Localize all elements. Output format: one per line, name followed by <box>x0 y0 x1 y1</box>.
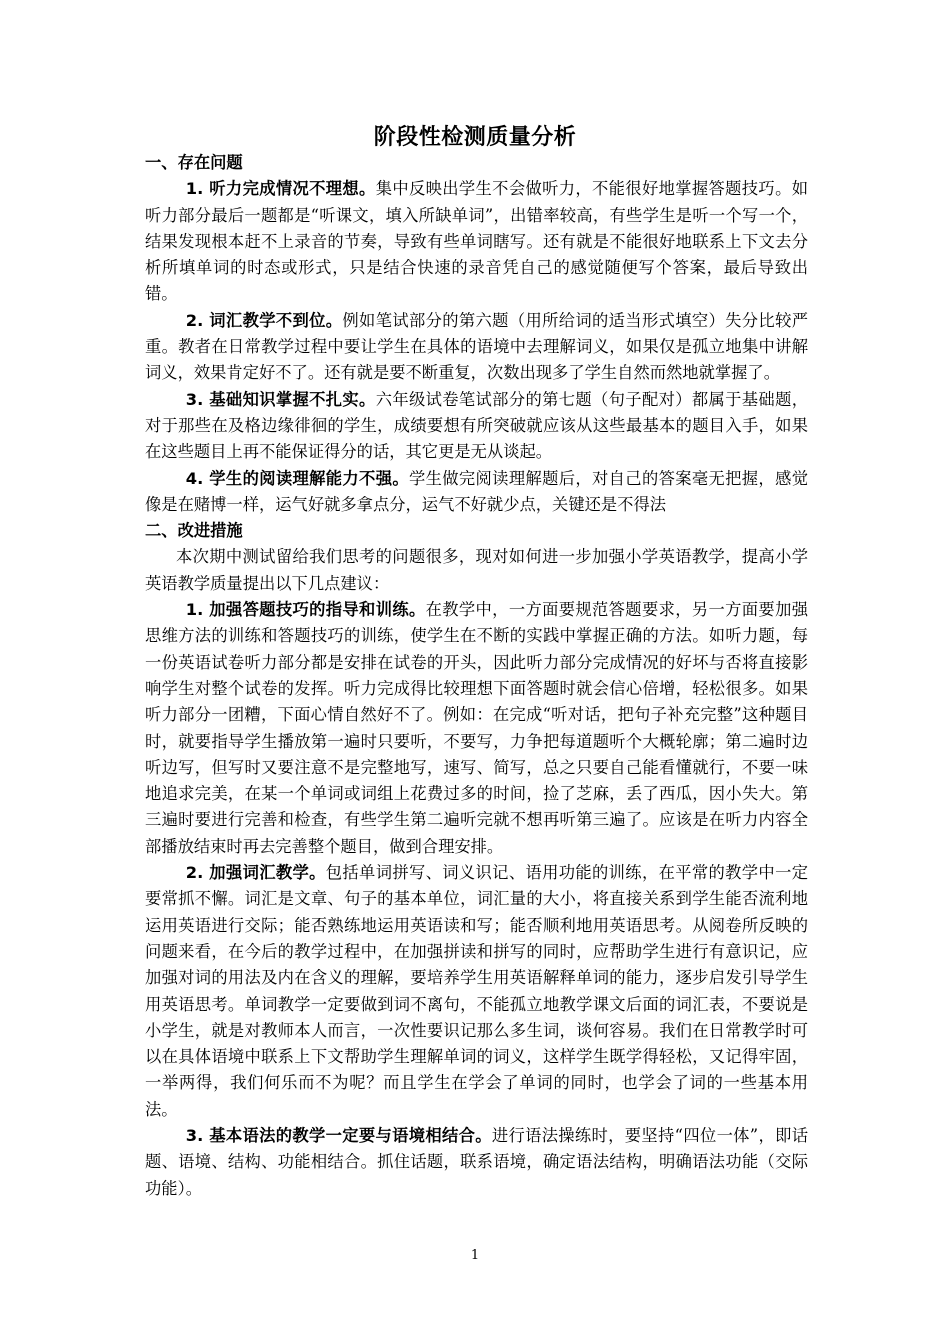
problem-paragraph-3 <box>145 387 808 466</box>
paragraph-text: 在教学中，一方面要规范答题要求，另一方面要加强思维方法的训练和答题技巧的训练，使学生在不断的实践中掌握正确的方法。如听力题，每一份英语试卷听力部分都是安排在试卷的开头，因此听力部分完成情况的好坏与否将直接影响学生对整个试卷的发挥。听力完成得比较理想下面答题时就会信心倍增，轻松很多。如果听力部分一团糟，下面心情自然好不了。例如：在完成“听对话，把句子补充完整”这种题目时，就要指导学生播放第一遍时只要听，不要写，力争把每道题听个大概轮廓；第二遍时边听边写，但写时又要注意不是完整地写，速写、简写，总之只要自己能看懂就行，不要一味地追求完美，在某一个单词或词组上花费过多的时间，捡了芝麻，丢了西瓜，因小失大。第三遍时要进行完善和检查，有些学生第二遍听完就不想再听第三遍了。应该是在听力内容全部播放结束时再去完善整个题目，做到合理安排。 <box>145 600 808 856</box>
paragraph-text: 学生做完阅读理解题后，对自己的答案毫无把握，感觉像是在赌博一样，运气好就多拿点分，运气不好就少点，关键还是不得法 <box>145 468 808 514</box>
paragraph-text: 包括单词拼写、词义识记、语用功能的训练，在平常的教学中一定要常抓不懈。词汇是文章、句子的基本单位，词汇量的大小，将直接关系到学生能否流利地运用英语进行交际；能否熟练地运用英语读和写；能否顺利地用英语思考。从阅卷所反映的问题来看，在今后的教学过程中，在加强拼读和拼写的同时，应帮助学生进行有意识记，应加强对词的用法及内在含义的理解，要培养学生用英语解释单词的能力，逐步启发引导学生用英语思考。单词教学一定要做到词不离句，不能孤立地教学课文后面的词汇表，不要说是小学生，就是对教师本人而言，一次性要识记那么多生词，谈何容易。我们在日常教学时可以在具体语境中联系上下文帮助学生理解单词的词义，这样学生既学得轻松，又记得牢固，一举两得，我们何乐而不为呢？而且学生在学会了单词的同时，也学会了词的一些基本用法。 <box>145 863 808 1119</box>
paragraph-lead: 4. 学生的阅读理解能力不强。 <box>185 468 409 488</box>
paragraph-lead: 2. 加强词汇教学。 <box>185 863 326 883</box>
measures-intro: 本次期中测试留给我们思考的问题很多，现对如何进一步加强小学英语教学，提高小学英语教学质量提出以下几点建议： <box>145 547 808 593</box>
section-heading-measures: 二、改进措施 <box>145 521 243 541</box>
paragraph-lead: 3. 基本语法的教学一定要与语境相结合。 <box>185 1125 492 1145</box>
measure-paragraph-1 <box>145 597 808 860</box>
document-title: 阶段性检测质量分析 <box>373 125 577 150</box>
problem-paragraph-4 <box>145 466 808 519</box>
measure-paragraph-3 <box>145 1123 808 1202</box>
paragraph-lead: 3. 基础知识掌握不扎实。 <box>185 389 376 409</box>
paragraph-text: 进行语法操练时，要坚持“四位一体”，即话题、语境、结构、功能相结合。抓住话题，联系语境，确定语法结构，明确语法功能（交际功能）。 <box>145 1125 808 1198</box>
document-body <box>145 150 808 1202</box>
paragraph-lead: 2. 词汇教学不到位。 <box>185 310 343 330</box>
section-heading-problems: 一、存在问题 <box>145 153 243 172</box>
page-number: 1 <box>470 1248 480 1263</box>
paragraph-lead: 1. 加强答题技巧的指导和训练。 <box>185 600 426 620</box>
paragraph-lead: 1. 听力完成情况不理想。 <box>185 179 376 199</box>
paragraph-text: 例如笔试部分的第六题（用所给词的适当形式填空）失分比较严重。教者在日常教学过程中要让学生在具体的语境中去理解词义，如果仅是孤立地集中讲解词义，效果肯定好不了。还有就是要不断重复，次数出现多了学生自然而然地就掌握了。 <box>145 310 808 383</box>
measure-paragraph-2 <box>145 860 808 1123</box>
problem-paragraph-1 <box>145 176 808 307</box>
problem-paragraph-2 <box>145 308 808 387</box>
paragraph-text: 集中反映出学生不会做听力，不能很好地掌握答题技巧。如听力部分最后一题都是“听课文，填入所缺单词”，出错率较高，有些学生是听一个写一个，结果发现根本赶不上录音的节奏，导致有些单词瞎写。还有就是不能很好地联系上下文去分析所填单词的时态或形式，只是结合快速的录音凭自己的感觉随便写个答案，最后导致出错。 <box>145 179 808 304</box>
paragraph-text: 六年级试卷笔试部分的第七题（句子配对）都属于基础题，对于那些在及格边缘徘徊的学生，成绩要想有所突破就应该从这些最基本的题目入手，如果在这些题目上再不能保证得分的话，其它更是无从谈起。 <box>145 389 808 462</box>
